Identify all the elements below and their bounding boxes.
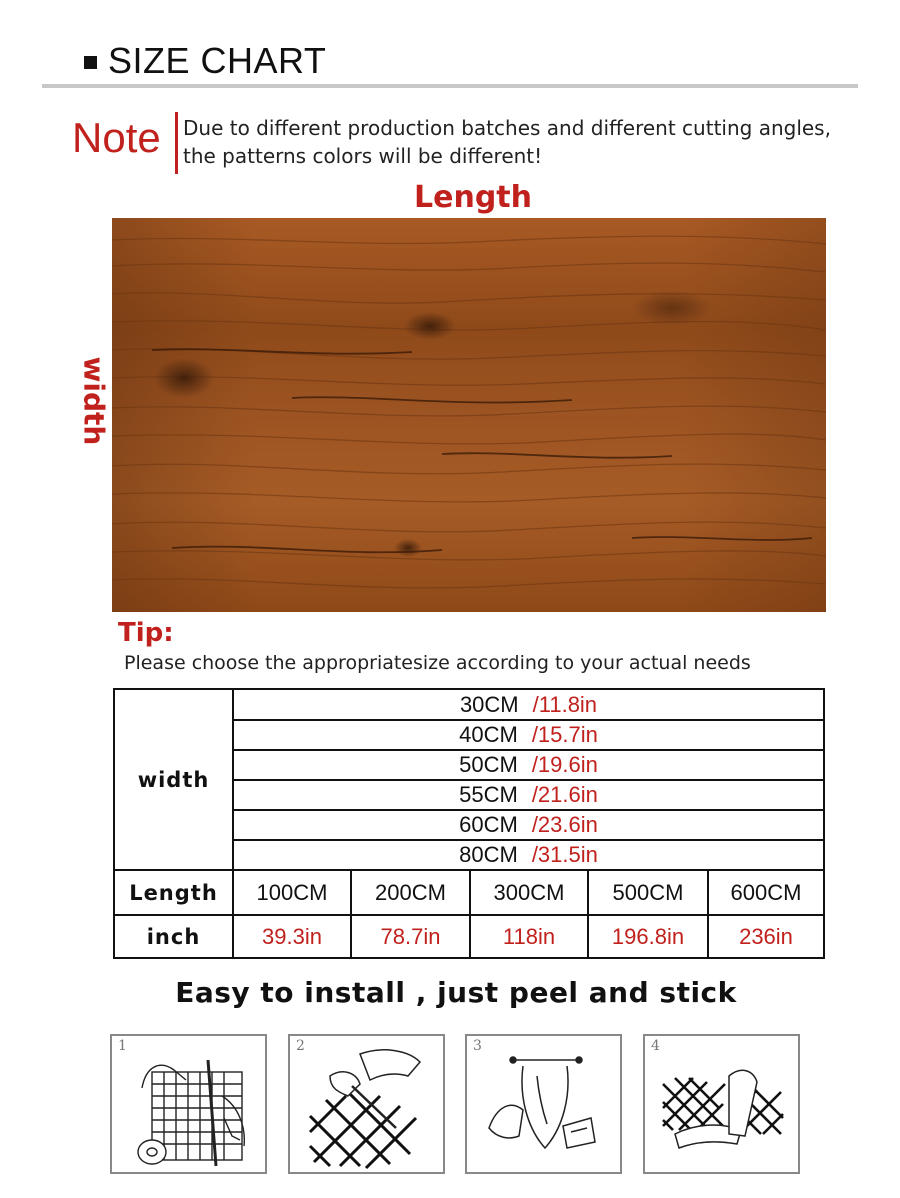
step-number: 1 — [118, 1038, 127, 1054]
page-title: SIZE CHART — [108, 40, 327, 81]
width-inch: /21.6in — [531, 782, 598, 807]
cut-with-knife-icon — [290, 1036, 443, 1172]
width-inch: /19.6in — [531, 752, 598, 777]
width-label: width — [77, 356, 111, 446]
install-step-3 — [465, 1034, 622, 1174]
inch-cell: 118in — [502, 923, 556, 949]
width-cm: 40CM — [459, 722, 518, 747]
note-text-line-2: the patterns colors will be different! — [183, 144, 543, 168]
inch-cell: 39.3in — [262, 923, 322, 949]
press-and-stick-icon — [645, 1036, 798, 1172]
length-cell: 200CM — [375, 879, 446, 905]
install-title: Easy to install , just peel and stick — [175, 976, 737, 1009]
title-bullet — [84, 56, 97, 69]
note-label: Note — [72, 114, 161, 161]
peel-backing-icon — [467, 1036, 620, 1172]
tip-title: Tip: — [118, 618, 174, 648]
width-inch: /11.8in — [532, 691, 598, 717]
length-cell: 500CM — [612, 879, 684, 905]
install-step-1 — [110, 1034, 267, 1174]
width-cm: 30CM — [459, 691, 519, 717]
length-cell: 100CM — [256, 879, 328, 905]
width-row — [234, 781, 823, 809]
install-step-4 — [643, 1034, 800, 1174]
note-divider — [175, 112, 178, 174]
length-cell: 300CM — [493, 879, 565, 905]
inch-cell: 78.7in — [380, 923, 441, 949]
width-inch: /31.5in — [531, 842, 598, 867]
inch-cell: 196.8in — [611, 923, 685, 949]
install-step-2 — [288, 1034, 445, 1174]
width-header: width — [137, 767, 210, 792]
width-inch: /15.7in — [531, 722, 598, 747]
inch-cell: 236in — [739, 923, 793, 949]
title-divider — [42, 84, 858, 88]
width-cm: 80CM — [459, 842, 518, 867]
width-row — [234, 811, 823, 839]
width-cm: 60CM — [459, 812, 518, 837]
step-number: 4 — [651, 1038, 660, 1054]
step-number: 2 — [296, 1038, 305, 1054]
width-cm: 55CM — [459, 782, 518, 807]
length-cell: 600CM — [730, 879, 802, 905]
wood-grain-sample-image — [112, 218, 826, 612]
step-number: 3 — [473, 1038, 482, 1054]
length-header: Length — [129, 880, 218, 905]
width-row — [234, 841, 823, 869]
inch-header: inch — [146, 924, 201, 949]
width-inch: /23.6in — [531, 812, 598, 837]
width-row — [234, 751, 823, 779]
tip-text: Please choose the appropriatesize according to your actual needs — [124, 652, 751, 674]
unroll-and-measure-icon — [112, 1036, 265, 1172]
width-cm: 50CM — [459, 752, 518, 777]
note-text-line-1: Due to different production batches and different cutting angles, — [183, 116, 831, 140]
length-label: Length — [414, 180, 532, 215]
width-row — [234, 721, 823, 749]
width-row — [234, 690, 823, 719]
size-table — [113, 688, 825, 959]
